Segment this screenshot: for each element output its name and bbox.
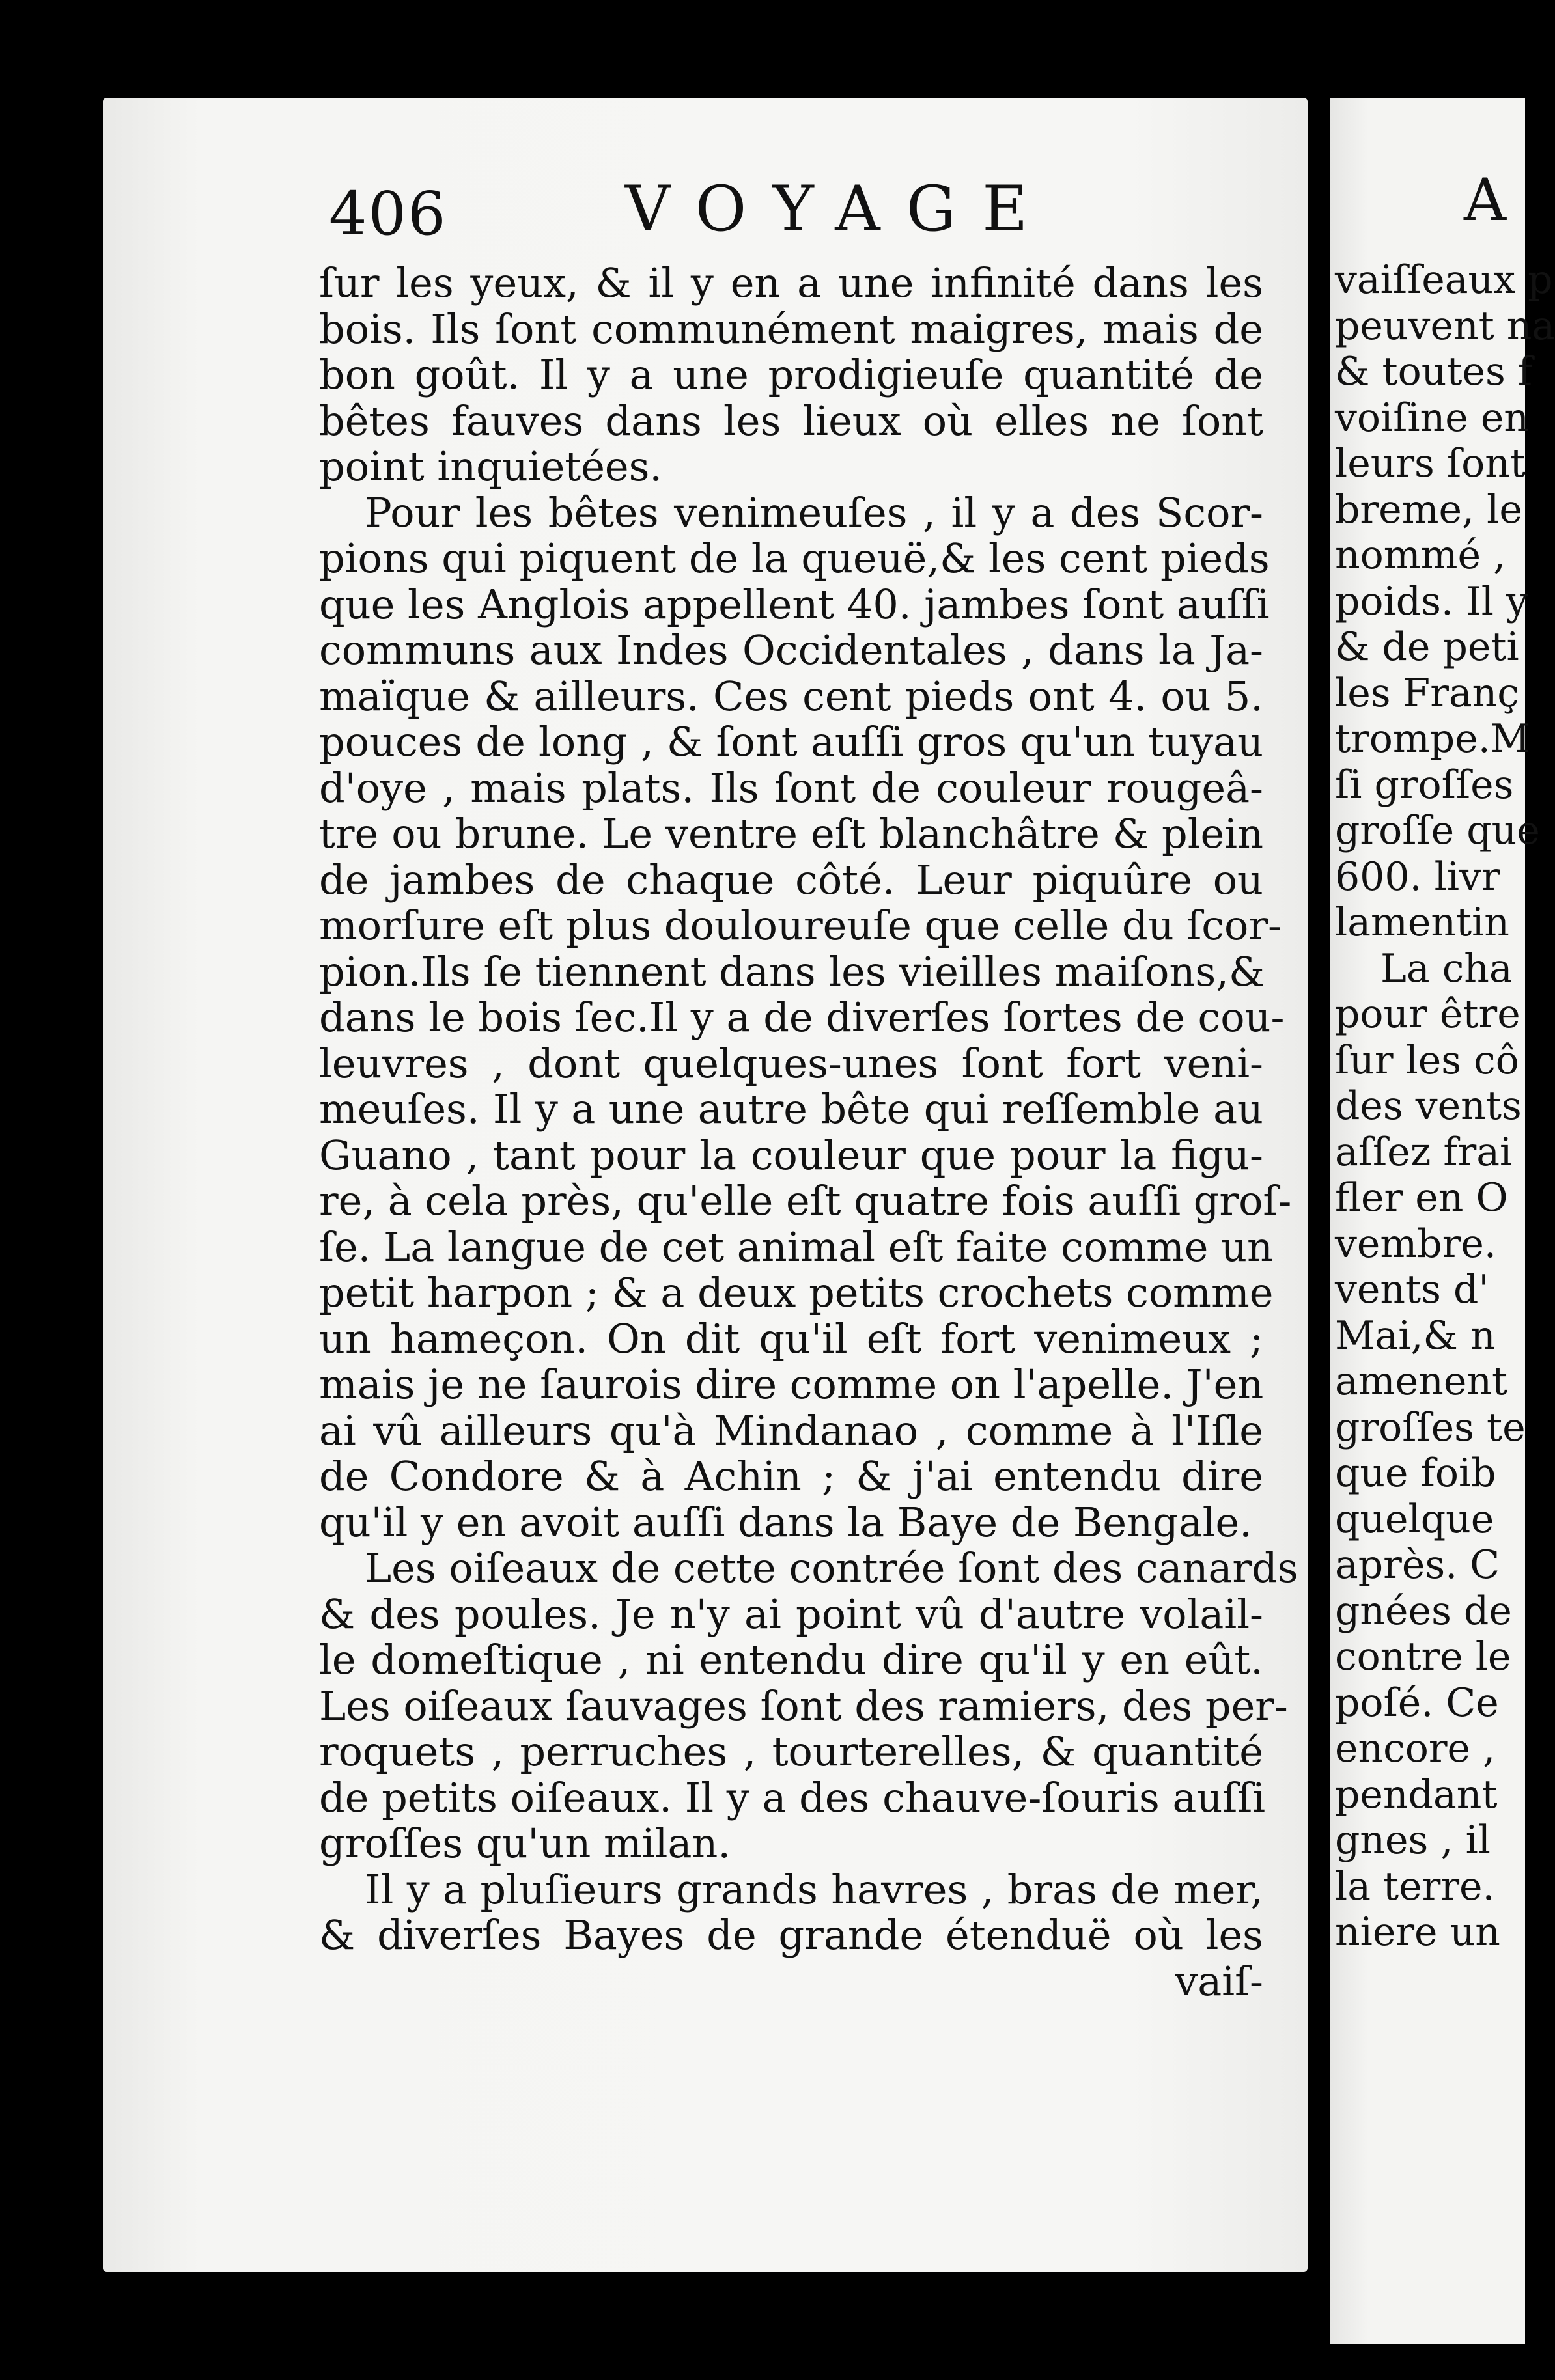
right-text-line: nommé , bbox=[1335, 533, 1506, 578]
text-line: de Condore & à Achin ; & j'ai entendu dire bbox=[319, 1452, 1263, 1500]
text-line: Pour les bêtes venimeuſes , il y a des Scor- bbox=[365, 488, 1263, 536]
text-line: ai vû ailleurs qu'à Mindanao , comme à l'Iſle bbox=[319, 1406, 1263, 1454]
text-line: & des poules. Je n'y ai point vû d'autre volail- bbox=[319, 1590, 1263, 1638]
right-text-line: breme, le bbox=[1335, 486, 1522, 533]
text-line: bêtes fauves dans les lieux où elles ne ſont bbox=[319, 396, 1263, 445]
right-text-line: amenent bbox=[1335, 1359, 1508, 1404]
right-text-line: gnées de bbox=[1335, 1588, 1512, 1634]
text-line: Les oiſeaux de cette contrée ſont des canards bbox=[365, 1544, 1298, 1592]
text-line: petit harpon ; & a deux petits crochets comme bbox=[319, 1269, 1274, 1316]
text-line: de jambes de chaque côté. Leur piquûre ou bbox=[319, 855, 1263, 904]
text-line: & diverſes Bayes de grande étenduë où les bbox=[319, 1911, 1263, 1959]
text-line: tre ou brune. Le ventre eſt blanchâtre & plein bbox=[319, 810, 1263, 857]
text-line: de petits oiſeaux. Il y a des chauve-ſouris auſſi bbox=[319, 1773, 1266, 1821]
right-text-line: 600. livr bbox=[1335, 853, 1500, 900]
right-text-line: voiſine en bbox=[1335, 394, 1529, 441]
text-line: morſure eſt plus douloureuſe que celle du ſcor- bbox=[319, 902, 1282, 949]
text-line: Guano , tant pour la couleur que pour la figu- bbox=[319, 1131, 1263, 1179]
right-text-line: après. C bbox=[1335, 1542, 1500, 1588]
right-text-line: La cha bbox=[1380, 945, 1513, 991]
right-text-line: pour être bbox=[1335, 991, 1520, 1037]
left-page-text bbox=[319, 259, 1298, 2005]
text-line: un hameçon. On dit qu'il eſt fort venimeux ; bbox=[319, 1314, 1263, 1363]
text-line: groſſes qu'un milan. bbox=[319, 1820, 731, 1867]
text-line: pions qui piquent de la queuë,& les cent pieds bbox=[319, 534, 1270, 582]
right-text-line: fler en O bbox=[1335, 1175, 1508, 1221]
right-text-line: & toutes f bbox=[1335, 349, 1533, 394]
right-text-line: les Franç bbox=[1335, 670, 1519, 716]
right-text-line: contre le bbox=[1335, 1634, 1511, 1680]
right-text-line: ſi groſſes bbox=[1335, 762, 1514, 808]
text-line: qu'il y en avoit auſſi dans la Baye de Bengale. bbox=[319, 1498, 1252, 1546]
text-line: point inquietées. bbox=[319, 443, 663, 490]
right-text-line: niere un bbox=[1335, 1909, 1500, 1955]
text-line: re, à cela près, qu'elle eſt quatre fois auſſi groſ- bbox=[319, 1177, 1292, 1225]
right-text-line: la terre. bbox=[1335, 1863, 1495, 1909]
right-text-line: aſſez frai bbox=[1335, 1129, 1513, 1175]
running-head: VOYAGE bbox=[625, 173, 1054, 245]
right-text-line: des vents bbox=[1335, 1083, 1522, 1129]
right-text-line: trompe.M bbox=[1335, 716, 1531, 762]
text-line: ſe. La langue de cet animal eſt faite comme un bbox=[319, 1223, 1273, 1271]
right-page-text bbox=[1335, 257, 1555, 1956]
right-text-line: groſſe que bbox=[1335, 808, 1540, 853]
right-text-line: poſé. Ce bbox=[1335, 1680, 1499, 1726]
text-line: que les Anglois appellent 40. jambes ſont auſſi bbox=[319, 580, 1270, 628]
text-line: leuvres , dont quelques-unes ſont fort veni- bbox=[319, 1039, 1263, 1087]
text-line: d'oye , mais plats. Ils ſont de couleur rougeâ- bbox=[319, 764, 1263, 812]
text-line: bon goût. Il y a une prodigieuſe quantité de bbox=[319, 351, 1263, 398]
right-text-line: quelque bbox=[1335, 1496, 1494, 1542]
text-line: Il y a pluſieurs grands havres , bras de mer, bbox=[365, 1865, 1263, 1913]
text-line: meuſes. Il y a une autre bête qui reſſemble au bbox=[319, 1085, 1263, 1133]
text-line: bois. Ils ſont communément maigres, mais de bbox=[319, 305, 1263, 353]
right-text-line: encore , bbox=[1335, 1726, 1496, 1771]
right-text-line: peuvent na bbox=[1335, 303, 1555, 349]
right-text-line: ſur les cô bbox=[1335, 1037, 1519, 1083]
text-line: pion.Ils ſe tiennent dans les vieilles maiſons,& bbox=[319, 947, 1265, 995]
right-text-line: poids. Il y bbox=[1335, 578, 1528, 624]
right-text-line: Mai,& n bbox=[1335, 1312, 1496, 1359]
right-text-line: pendant bbox=[1335, 1771, 1498, 1818]
right-text-line: gnes , il bbox=[1335, 1818, 1491, 1863]
text-line: roquets , perruches , tourterelles, & quantité bbox=[319, 1728, 1263, 1775]
right-text-line: que foib bbox=[1335, 1450, 1496, 1496]
right-text-line: vembre. bbox=[1335, 1221, 1496, 1267]
right-text-line: groſſes te bbox=[1335, 1404, 1526, 1450]
text-line: ſur les yeux, & il y en a une infinité dans les bbox=[319, 259, 1263, 307]
page-number: 406 bbox=[329, 179, 447, 249]
catchword: vaiſ- bbox=[1175, 1957, 1263, 2005]
right-text-line: leurs ſont bbox=[1335, 441, 1526, 486]
text-line: communs aux Indes Occidentales , dans la Ja- bbox=[319, 626, 1263, 674]
text-line: le domeſtique , ni entendu dire qu'il y en eût. bbox=[319, 1636, 1263, 1683]
right-text-line: vaiſſeaux p bbox=[1335, 257, 1553, 303]
text-line: Les oiſeaux ſauvages ſont des ramiers, des per- bbox=[319, 1681, 1288, 1730]
right-text-line: & de peti bbox=[1335, 624, 1519, 670]
text-line: pouces de long , & ſont auſſi gros qu'un tuyau bbox=[319, 718, 1263, 766]
text-line: dans le bois ſec.Il y a de diverſes ſortes de cou- bbox=[319, 993, 1285, 1041]
text-line: mais je ne ſaurois dire comme on l'apelle. J'en bbox=[319, 1361, 1264, 1408]
text-line: maïque & ailleurs. Ces cent pieds ont 4. ou 5. bbox=[319, 672, 1263, 720]
right-text-line: lamentin bbox=[1335, 900, 1509, 945]
right-running-head-fragment: A bbox=[1464, 166, 1506, 234]
right-text-line: vents d' bbox=[1335, 1267, 1489, 1312]
